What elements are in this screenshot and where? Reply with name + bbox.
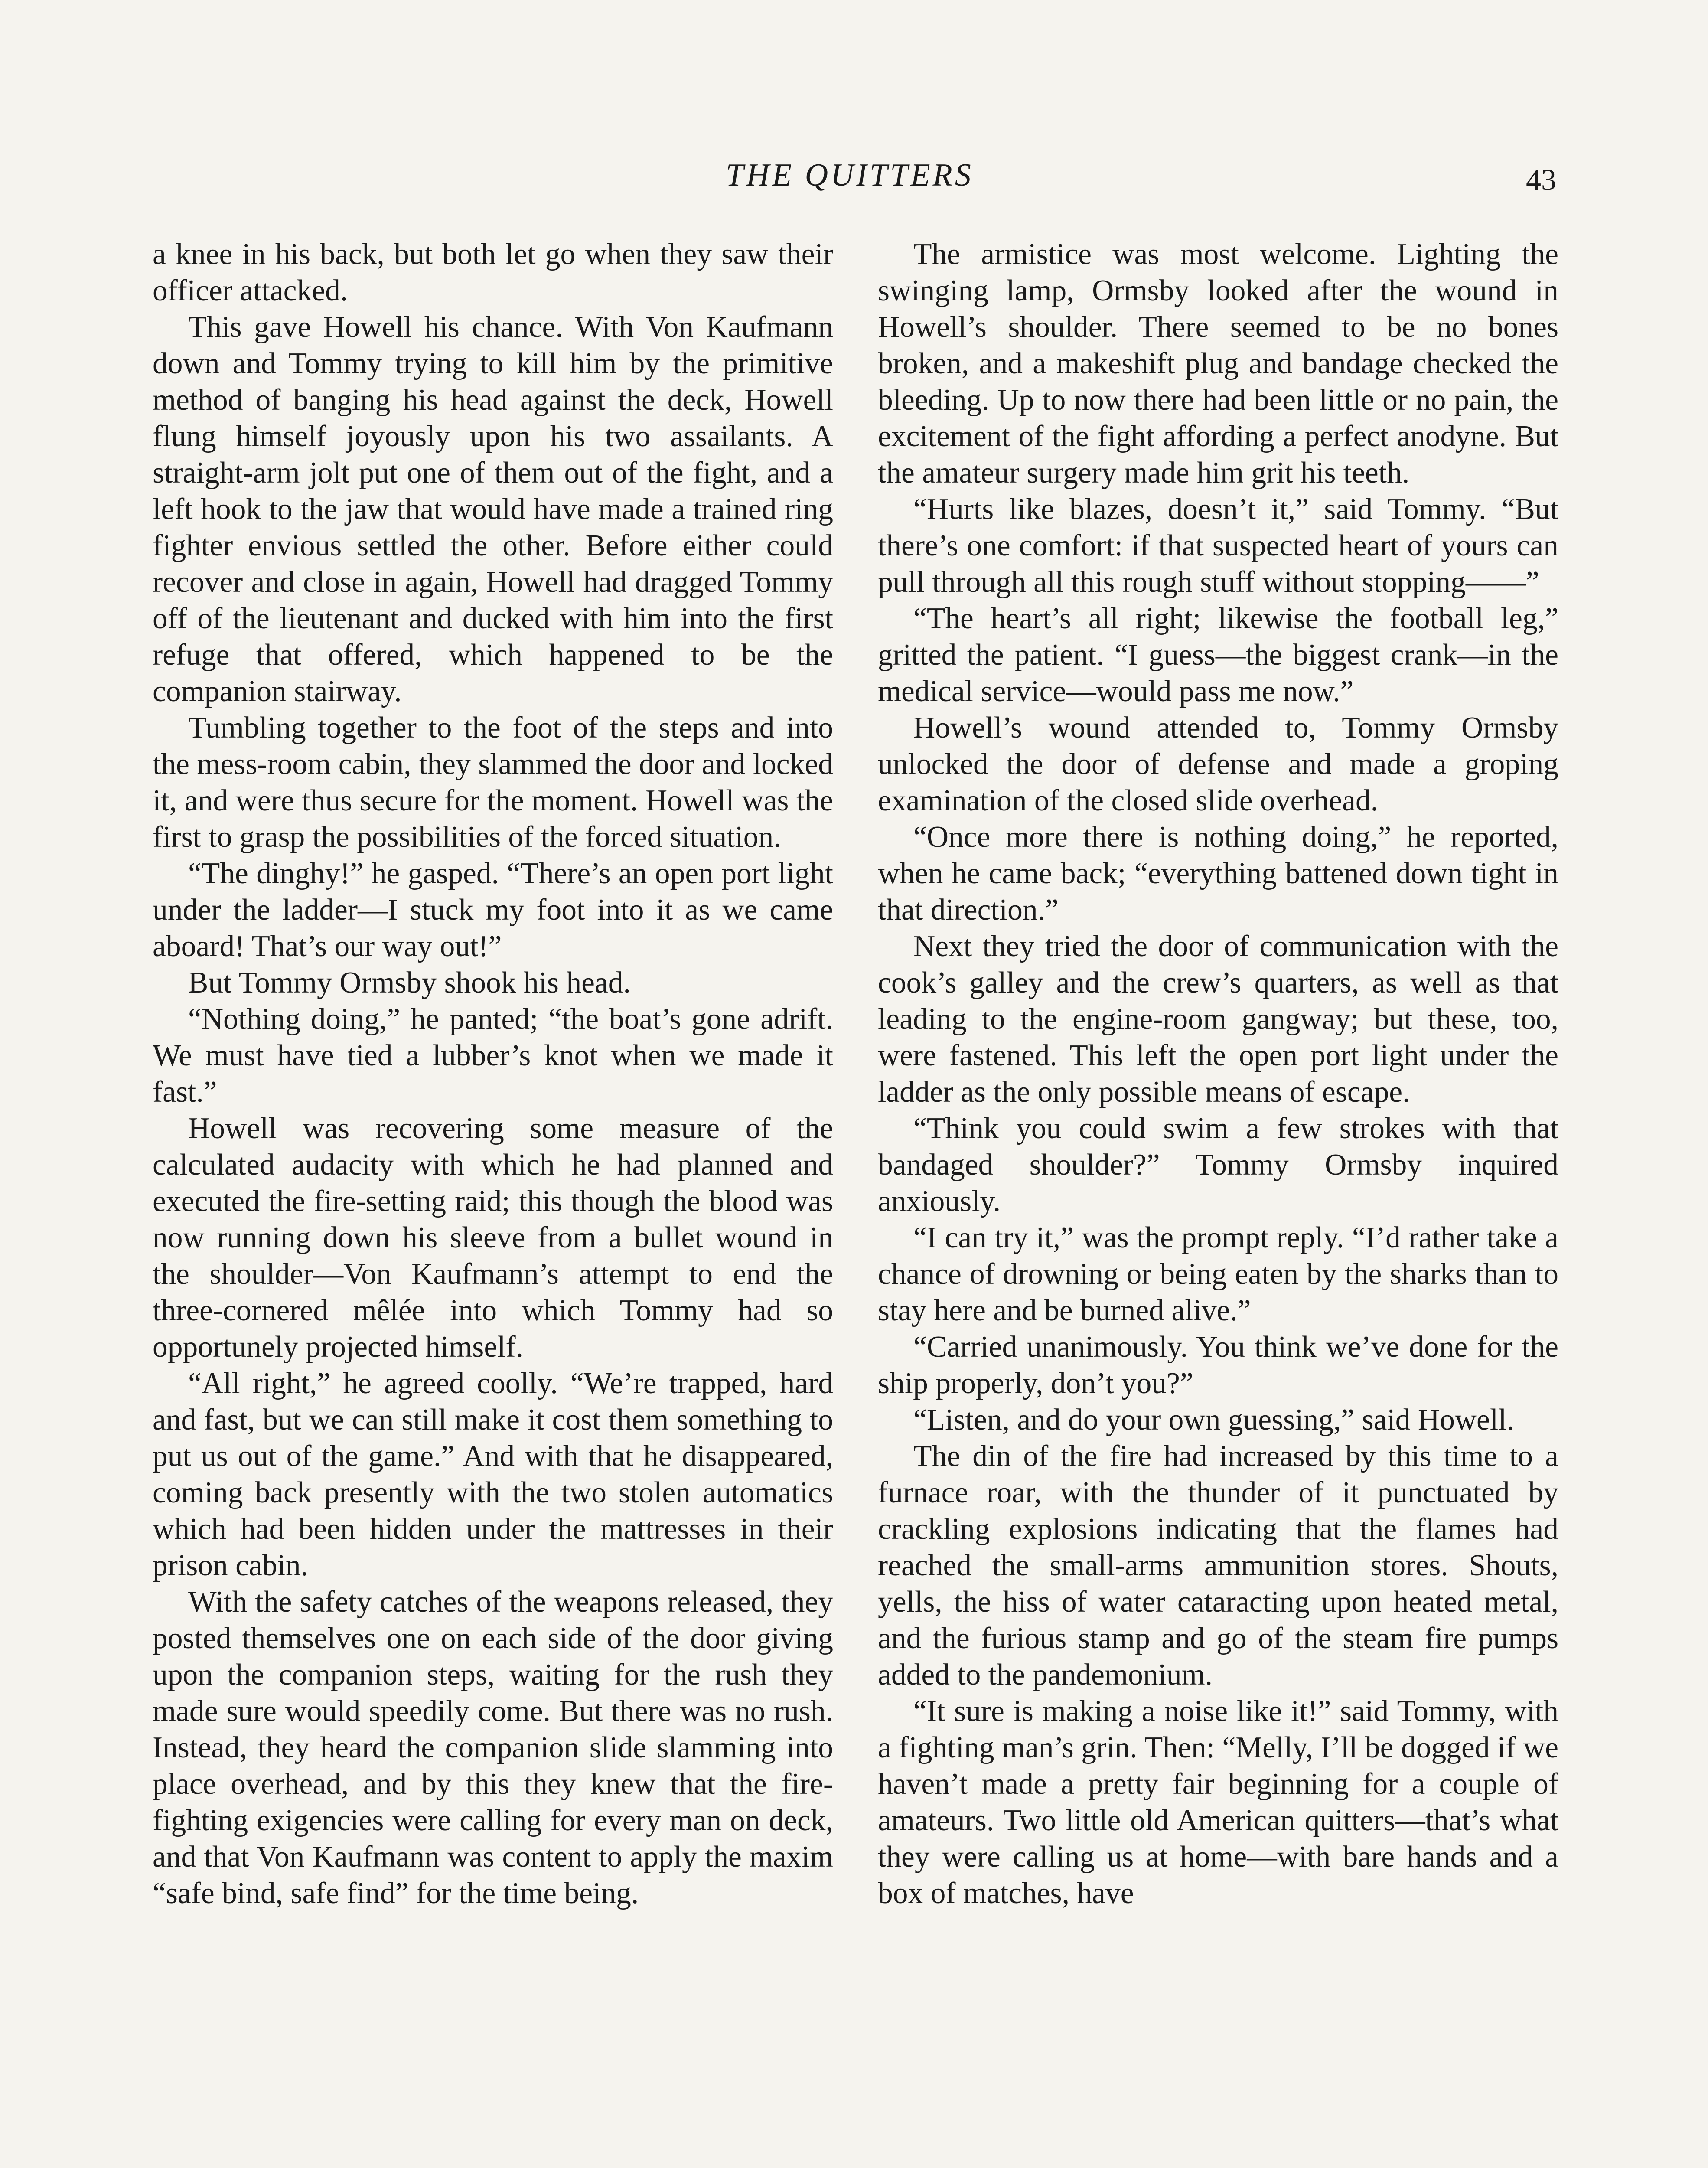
paragraph: “Think you could swim a few strokes with that bandaged shoulder?” Tommy Ormsby inquired anxiously. (878, 1112, 1558, 1218)
running-title: THE QUITTERS (726, 157, 974, 193)
paragraph: Next they tried the door of communication with the cook’s galley and the crew’s quarters, as well as that leading to the engine-room gangway; but these, too, were fastened. This left the open port light under the ladder as the only possible means of escape. (878, 930, 1558, 1109)
paragraph: “Carried unanimously. You think we’ve done for the ship properly, don’t you?” (878, 1330, 1558, 1400)
left-column (153, 236, 833, 1912)
paragraph: Tumbling together to the foot of the steps and into the mess-room cabin, they slammed the door and locked it, and were thus secure for the moment. Howell was the first to grasp the possibilities of the forced situation. (153, 711, 833, 854)
paragraph: Howell was recovering some measure of the calculated audacity with which he had planned and executed the fire-setting raid; this though the blood was now running down his sleeve from a bullet wound in the shoulder—Von Kaufmann’s attempt to end the three-cornered mêlée into which Tommy had so opportunely projected himself. (153, 1112, 833, 1364)
right-column (878, 236, 1558, 1912)
paragraph: The armistice was most welcome. Lighting the swinging lamp, Ormsby looked after the wound in Howell’s shoulder. There seemed to be no bones broken, and a makeshift plug and bandage checked the bleeding. Up to now there had been little or no pain, the excitement of the fight affording a perfect anodyne. But the amateur surgery made him grit his teeth. (878, 238, 1558, 490)
paragraph: “It sure is making a noise like it!” said Tommy, with a fighting man’s grin. Then: “Melly, I’ll be dogged if we haven’t made a pretty fair beginning for a couple of amateurs. Two little old American quitters—that’s what they were calling us at home—with bare hands and a box of matches, have (878, 1695, 1558, 1910)
paragraph: With the safety catches of the weapons released, they posted themselves one on each side of the door giving upon the companion steps, waiting for the rush they made sure would speedily come. But there was no rush. Instead, they heard the companion slide slamming into place overhead, and by this they knew that the fire-fighting exigencies were calling for every man on deck, and that Von Kaufmann was content to apply the maxim “safe bind, safe find” for the time being. (153, 1585, 833, 1910)
paragraph: “The dinghy!” he gasped. “There’s an open port light under the ladder—I stuck my foot into it as we came aboard! That’s our way out!” (153, 857, 833, 963)
paragraph: a knee in his back, but both let go when they saw their officer attacked. (153, 238, 833, 307)
paragraph: “Once more there is nothing doing,” he reported, when he came back; “everything battened down tight in that direction.” (878, 820, 1558, 927)
paragraph: “All right,” he agreed coolly. “We’re trapped, hard and fast, but we can still make it cost them something to put us out of the game.” And with that he disappeared, coming back presently with the two stolen automatics which had been hidden under the mattresses in their prison cabin. (153, 1367, 833, 1582)
paragraph: “I can try it,” was the prompt reply. “I’d rather take a chance of drowning or being eaten by the sharks than to stay here and be burned alive.” (878, 1221, 1558, 1327)
paragraph: “Listen, and do your own guessing,” said Howell. (913, 1403, 1514, 1437)
paragraph: “The heart’s all right; likewise the football leg,” gritted the patient. “I guess—the biggest crank—in the medical service—would pass me now.” (878, 602, 1558, 708)
paragraph: This gave Howell his chance. With Von Kaufmann down and Tommy trying to kill him by the primitive method of banging his head against the deck, Howell flung himself joyously upon his two assailants. A straight-arm jolt put one of them out of the fight, and a left hook to the jaw that would have made a trained ring fighter envious settled the other. Before either could recover and close in again, Howell had dragged Tommy off of the lieutenant and ducked with him into the first refuge that offered, which happened to be the companion stairway. (153, 310, 833, 708)
paragraph: The din of the fire had increased by this time to a furnace roar, with the thunder of it punctuated by crackling explosions indicating that the flames had reached the small-arms ammunition stores. Shouts, yells, the hiss of water cataracting upon heated metal, and the furious stamp and go of the steam fire pumps added to the pandemonium. (878, 1440, 1558, 1691)
page-header (143, 157, 1556, 205)
paragraph: But Tommy Ormsby shook his head. (188, 966, 631, 999)
paragraph: Howell’s wound attended to, Tommy Ormsby unlocked the door of defense and made a groping examination of the closed slide overhead. (878, 711, 1558, 817)
page-number: 43 (1526, 163, 1556, 197)
paragraph: “Hurts like blazes, doesn’t it,” said Tommy. “But there’s one comfort: if that suspected heart of yours can pull through all this rough stuff without stopping——” (878, 493, 1558, 599)
paragraph: “Nothing doing,” he panted; “the boat’s gone adrift. We must have tied a lubber’s knot when we made it fast.” (153, 1002, 833, 1109)
